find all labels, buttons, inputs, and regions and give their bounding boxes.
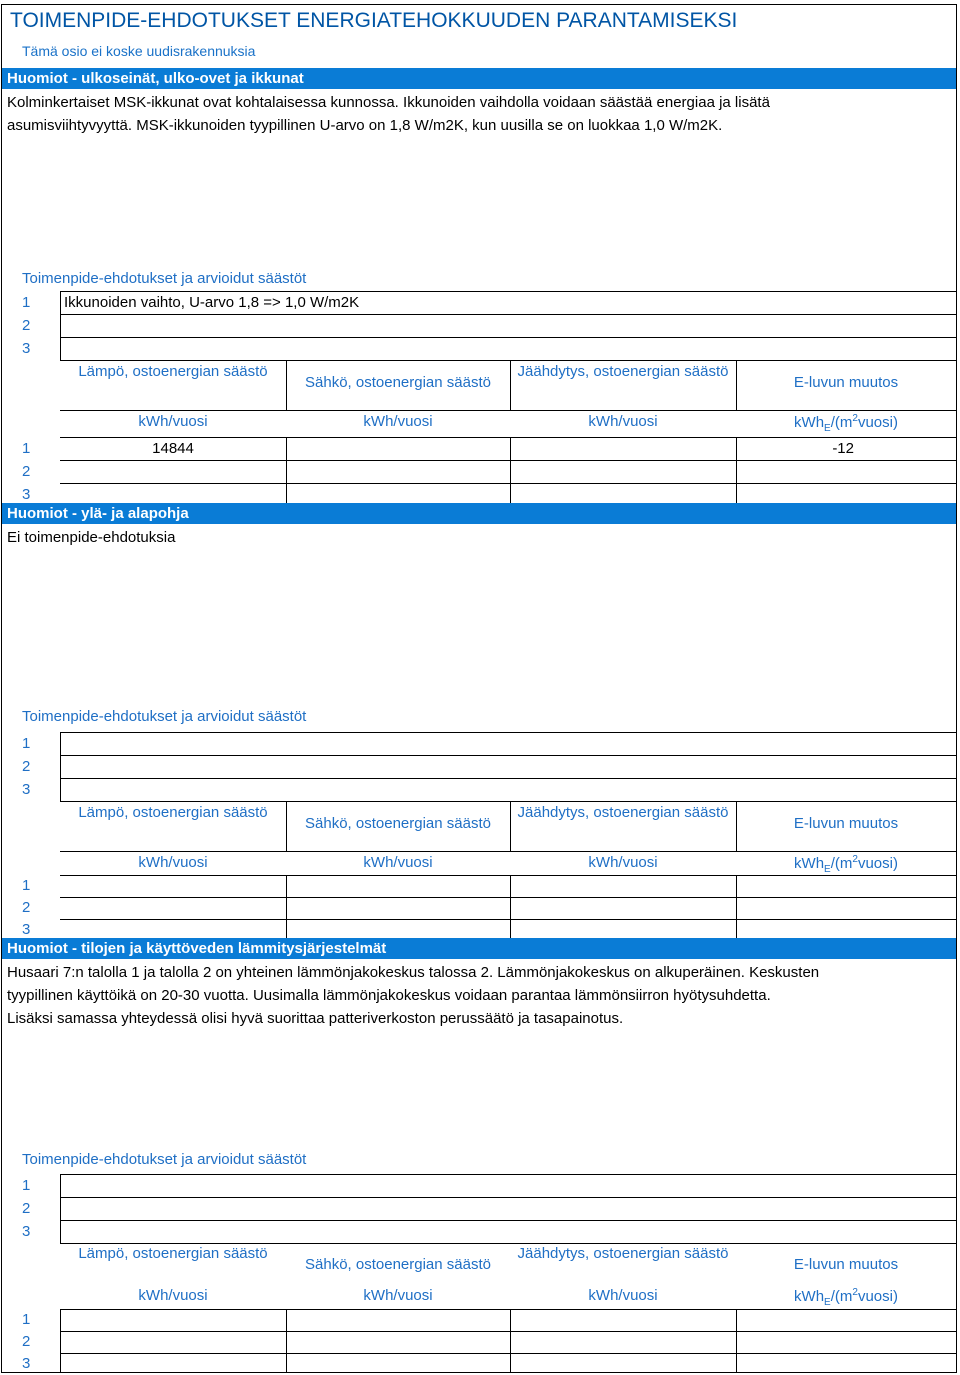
col-heat-header: Lämpö, ostoenergian säästö	[78, 804, 268, 821]
col-eluku-header: E-luvun muutos	[793, 815, 899, 832]
unit-label-e: $kWh_E/(m^2vuosi)$	[794, 413, 898, 434]
note-line: Kolminkertaiset MSK-ikkunat ovat kohtalaisessa kunnossa. Ikkunoiden vaihdolla voidaan säästää energiaa ja lisätä	[7, 94, 770, 111]
row-number: 1	[22, 294, 31, 311]
measures-title: Toimenpide-ehdotukset ja arvioidut säästöt	[22, 270, 307, 287]
row-number: 1	[22, 1177, 31, 1194]
row-number: 2	[22, 463, 31, 480]
col-cooling-header: Jäähdytys, ostoenergian säästö	[517, 1245, 729, 1262]
note-line: asumisviihtyvyyttä. MSK-ikkunoiden tyypillinen U-arvo on 1,8 W/m2K, kun uusilla se on luokkaa 1,0 W/m2K.	[7, 117, 723, 134]
eluku-change-value: -12	[832, 440, 854, 457]
unit-label: kWh/vuosi	[588, 413, 658, 430]
unit-label: kWh/vuosi	[588, 1287, 658, 1304]
col-cooling-header: Jäähdytys, ostoenergian säästö	[517, 804, 729, 821]
row-number: 3	[22, 921, 31, 938]
row-number: 3	[22, 340, 31, 357]
unit-label: kWh/vuosi	[363, 413, 433, 430]
row-number: 2	[22, 317, 31, 334]
col-eluku-header: E-luvun muutos	[793, 1256, 899, 1273]
unit-label-e: $kWh_E/(m^2vuosi)$	[794, 854, 898, 875]
page-subtitle: Tämä osio ei koske uudisrakennuksia	[22, 43, 256, 59]
note-line: tyypillinen käyttöikä on 20-30 vuotta. Uusimalla lämmönjakokeskus voidaan parantaa lämmönsiirron hyötysuhdetta.	[7, 987, 771, 1004]
unit-label: kWh/vuosi	[588, 854, 658, 871]
unit-label: kWh/vuosi	[138, 413, 208, 430]
unit-label: kWh/vuosi	[363, 1287, 433, 1304]
col-eluku-header: E-luvun muutos	[793, 374, 899, 391]
measures-title: Toimenpide-ehdotukset ja arvioidut säästöt	[22, 708, 307, 725]
col-electric-header: Sähkö, ostoenergian säästö	[305, 815, 491, 832]
unit-label: kWh/vuosi	[363, 854, 433, 871]
row-number: 2	[22, 899, 31, 916]
row-number: 3	[22, 781, 31, 798]
section-note	[7, 526, 951, 549]
section-heading: Huomiot - ylä- ja alapohja	[2, 503, 956, 524]
col-electric-header: Sähkö, ostoenergian säästö	[305, 374, 491, 391]
note-line: Lisäksi samassa yhteydessä olisi hyvä suorittaa patteriverkoston perussäätö ja tasapainotus.	[7, 1010, 624, 1027]
report-page	[1, 4, 957, 1373]
section-note	[7, 91, 951, 137]
page-title: TOIMENPIDE-EHDOTUKSET ENERGIATEHOKKUUDEN PARANTAMISEKSI	[10, 9, 738, 32]
unit-label: kWh/vuosi	[138, 854, 208, 871]
section-note	[7, 961, 951, 1030]
row-number: 1	[22, 1311, 31, 1328]
row-number: 3	[22, 1223, 31, 1240]
row-number: 1	[22, 735, 31, 752]
row-number: 3	[22, 486, 31, 503]
col-heat-header: Lämpö, ostoenergian säästö	[78, 1245, 268, 1262]
row-number: 2	[22, 1333, 31, 1350]
row-number: 2	[22, 1200, 31, 1217]
unit-label: kWh/vuosi	[138, 1287, 208, 1304]
row-number: 3	[22, 1355, 31, 1372]
note-line: Husaari 7:n talolla 1 ja talolla 2 on yhteinen lämmönjakokeskus talossa 2. Lämmönjakokeskus on alkuperäinen. Keskusten	[7, 964, 820, 981]
col-heat-header: Lämpö, ostoenergian säästö	[78, 363, 268, 380]
row-number: 2	[22, 758, 31, 775]
measure-text: Ikkunoiden vaihto, U-arvo 1,8 => 1,0 W/m2K	[64, 294, 360, 311]
col-electric-header: Sähkö, ostoenergian säästö	[305, 1256, 491, 1273]
section-heading: Huomiot - ulkoseinät, ulko-ovet ja ikkunat	[2, 68, 956, 89]
note-line: Ei toimenpide-ehdotuksia	[7, 529, 176, 546]
heat-saving-value: 14844	[152, 440, 194, 457]
row-number: 1	[22, 440, 31, 457]
measures-title: Toimenpide-ehdotukset ja arvioidut säästöt	[22, 1151, 307, 1168]
row-number: 1	[22, 877, 31, 894]
col-cooling-header: Jäähdytys, ostoenergian säästö	[517, 363, 729, 380]
unit-label-e: $kWh_E/(m^2vuosi)$	[794, 1287, 898, 1308]
section-heading: Huomiot - tilojen ja käyttöveden lämmitysjärjestelmät	[2, 938, 956, 959]
